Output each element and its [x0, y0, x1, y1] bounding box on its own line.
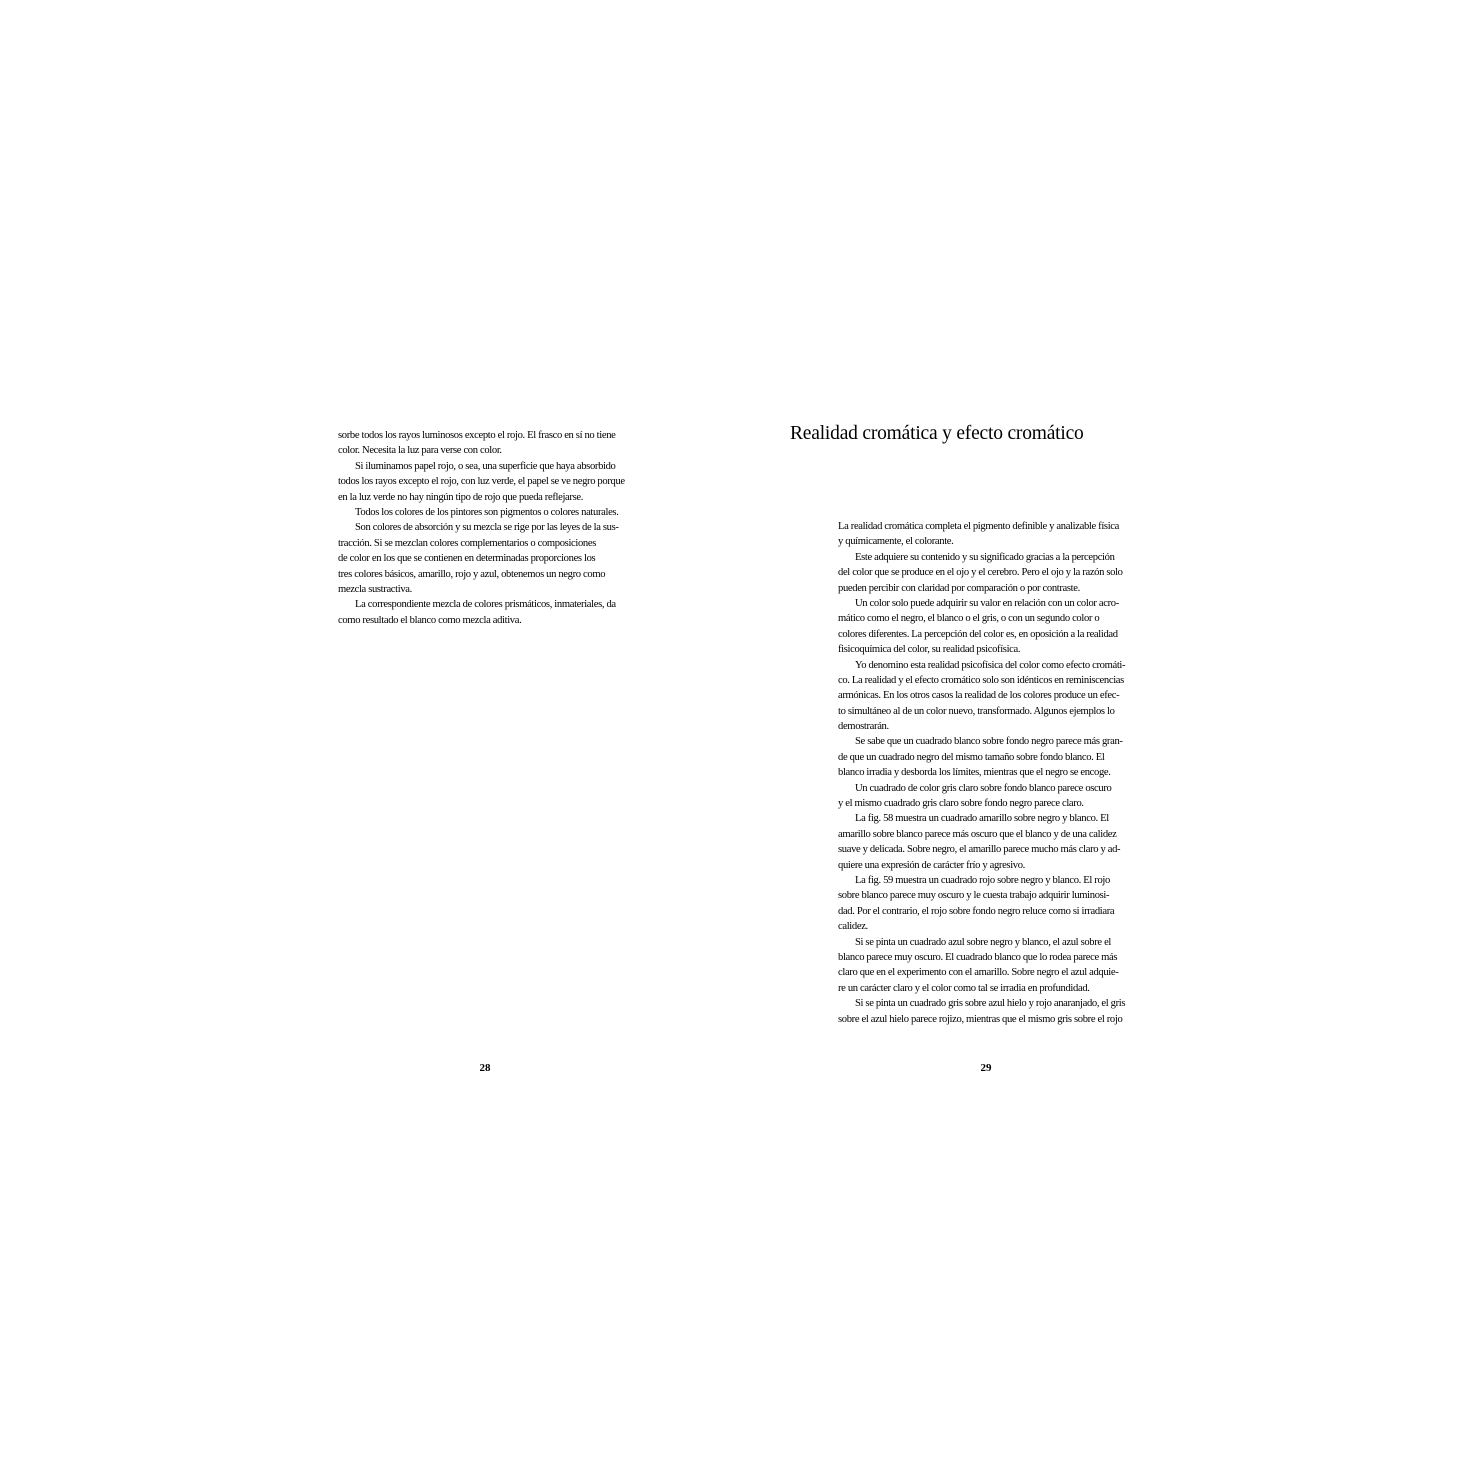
text-line: Todos los colores de los pintores son pigmentos o colores naturales. — [355, 506, 619, 518]
text-line: de que un cuadrado negro del mismo tamaño sobre fondo blanco. El — [838, 751, 1105, 763]
text-line: amarillo sobre blanco parece más oscuro que el blanco y de una calidez — [838, 828, 1117, 840]
text-line: La correspondiente mezcla de colores prismáticos, inmateriales, da — [355, 599, 616, 611]
text-line: re un carácter claro y el color como tal se irradia en profundidad. — [838, 982, 1090, 994]
text-line: en la luz verde no hay ningún tipo de rojo que pueda reflejarse. — [338, 491, 583, 503]
chapter-title: Realidad cromática y efecto cromático — [790, 423, 1084, 444]
text-line: co. La realidad y el efecto cromático solo son idénticos en reminiscencias — [838, 674, 1124, 686]
text-line: fisicoquímica del color, su realidad psicofísica. — [838, 644, 1021, 656]
text-line: y químicamente, el colorante. — [838, 536, 954, 548]
text-line: suave y delicada. Sobre negro, el amarillo parece mucho más claro y ad- — [838, 844, 1121, 856]
text-line: de color en los que se contienen en determinadas proporciones los — [338, 553, 596, 565]
text-line: tracción. Si se mezclan colores complementarios o composiciones — [338, 537, 597, 549]
text-line: Son colores de absorción y su mezcla se rige por las leyes de la sus- — [355, 522, 619, 534]
text-line: Si iluminamos papel rojo, o sea, una superficie que haya absorbido — [355, 460, 616, 472]
left-page-body — [338, 428, 690, 628]
text-line: mezcla sustractiva. — [338, 583, 412, 595]
text-line: Yo denomino esta realidad psicofísica del color como efecto cromáti- — [855, 659, 1126, 671]
text-line: Un cuadrado de color gris claro sobre fondo blanco parece oscuro — [855, 782, 1112, 794]
text-line: Este adquiere su contenido y su significado gracias a la percepción — [855, 551, 1115, 563]
text-line: claro que en el experimento con el amarillo. Sobre negro el azul adquie- — [838, 967, 1119, 979]
text-line: sobre blanco parece muy oscuro y le cuesta trabajo adquirir luminosi- — [838, 890, 1110, 902]
right-page-body — [838, 519, 1190, 1027]
text-line: y el mismo cuadrado gris claro sobre fondo negro parece claro. — [838, 798, 1084, 810]
text-line: Si se pinta un cuadrado gris sobre azul hielo y rojo anaranjado, el gris — [855, 998, 1126, 1010]
text-line: sobre el azul hielo parece rojizo, mientras que el mismo gris sobre el rojo — [838, 1013, 1123, 1025]
text-line: pueden percibir con claridad por comparación o por contraste. — [838, 582, 1080, 594]
right-page-number: 29 — [980, 1062, 992, 1074]
text-line: blanco parece muy oscuro. El cuadrado blanco que lo rodea parece más — [838, 951, 1118, 963]
text-line: como resultado el blanco como mezcla aditiva. — [338, 614, 522, 626]
text-line: quiere una expresión de carácter frío y agresivo. — [838, 859, 1025, 871]
text-line: mático como el negro, el blanco o el gris, o con un segundo color o — [838, 613, 1100, 625]
text-line: La realidad cromática completa el pigmento definible y analizable física — [838, 521, 1119, 532]
text-line: color. Necesita la luz para verse con color. — [338, 445, 502, 457]
text-line: colores diferentes. La percepción del color es, en oposición a la realidad — [838, 628, 1118, 640]
text-line: to simultáneo al de un color nuevo, transformado. Algunos ejemplos lo — [838, 705, 1115, 717]
text-line: Si se pinta un cuadrado azul sobre negro y blanco, el azul sobre el — [855, 936, 1112, 948]
text-line: blanco irradia y desborda los límites, mientras que el negro se encoge. — [838, 767, 1111, 779]
text-line: tres colores básicos, amarillo, rojo y azul, obtenemos un negro como — [338, 568, 606, 580]
text-line: Un color solo puede adquirir su valor en relación con un color acro- — [855, 597, 1119, 609]
text-line: sorbe todos los rayos luminosos excepto el rojo. El frasco en sí no tiene — [338, 430, 616, 441]
text-line: calidez. — [838, 921, 868, 933]
text-line: La fig. 58 muestra un cuadrado amarillo sobre negro y blanco. El — [855, 813, 1109, 825]
left-page-number: 28 — [479, 1062, 491, 1074]
text-line: del color que se produce en el ojo y el cerebro. Pero el ojo y la razón solo — [838, 567, 1123, 579]
text-line: armónicas. En los otros casos la realidad de los colores produce un efec- — [838, 690, 1120, 702]
text-line: todos los rayos excepto el rojo, con luz verde, el papel se ve negro porque — [338, 476, 625, 488]
text-line: demostrarán. — [838, 721, 889, 733]
text-line: Se sabe que un cuadrado blanco sobre fondo negro parece más gran- — [855, 736, 1123, 748]
text-line: dad. Por el contrario, el rojo sobre fondo negro reluce como si irradiara — [838, 905, 1115, 917]
text-line: La fig. 59 muestra un cuadrado rojo sobre negro y blanco. El rojo — [855, 874, 1110, 886]
